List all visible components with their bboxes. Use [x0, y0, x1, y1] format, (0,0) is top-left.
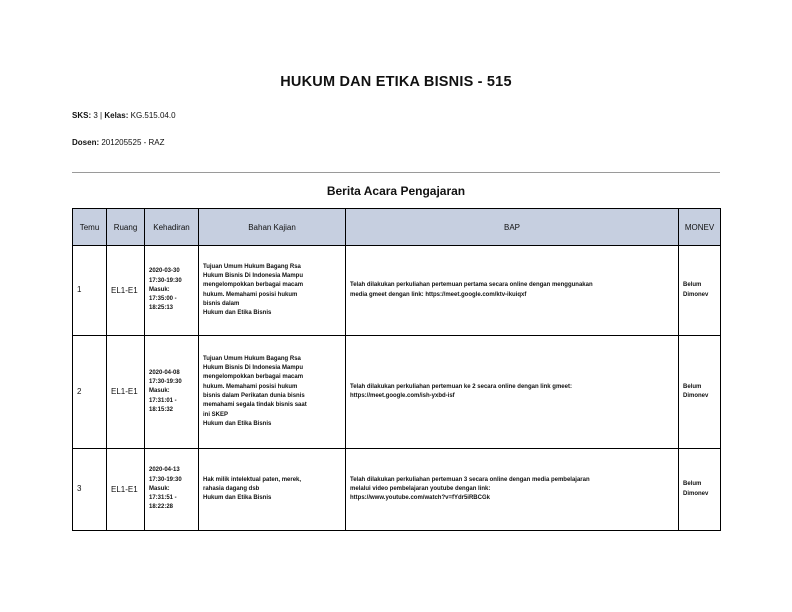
section-title: Berita Acara Pengajaran	[326, 184, 466, 198]
monev-line: Belum	[683, 383, 702, 390]
attendance-out: 18:25:13	[149, 305, 174, 312]
attendance-schedule: 17:30-19:30	[149, 476, 182, 483]
attendance-label: Masuk:	[149, 286, 170, 293]
cell-bahan-kajian	[199, 336, 346, 449]
cell-ruang: EL1-E1	[107, 449, 145, 531]
dosen-label: Dosen:	[72, 138, 100, 147]
meta-separator: |	[100, 111, 103, 120]
table-row	[73, 246, 721, 336]
attendance-date: 2020-03-30	[149, 268, 180, 275]
cell-temu: 2	[73, 336, 107, 449]
attendance-in: 17:31:01 -	[149, 397, 177, 404]
material-line: hukum. Memahami posisi hukum	[203, 383, 298, 390]
attendance-out: 18:22:28	[149, 504, 174, 511]
bap-line: media gmeet dengan link: https://meet.google.com/ktv-ikuiqxf	[350, 291, 527, 298]
cell-monev	[679, 449, 721, 531]
bap-line: Telah dilakukan perkuliahan pertemuan ke 2 secara online dengan link gmeet:	[350, 383, 572, 390]
header-temu: Temu	[73, 209, 107, 246]
material-line: Hukum Bisnis Di Indonesia Mampu	[203, 272, 304, 279]
header-bap: BAP	[346, 209, 679, 246]
bap-line: Telah dilakukan perkuliahan pertemuan pertama secara online dengan menggunakan	[350, 282, 593, 289]
monev-line: Belum	[683, 481, 702, 488]
cell-bap	[346, 336, 679, 449]
cell-monev	[679, 246, 721, 336]
kelas-label: Kelas:	[104, 111, 129, 120]
attendance-in: 17:35:00 -	[149, 296, 177, 303]
cell-bap	[346, 246, 679, 336]
header-ruang: Ruang	[107, 209, 145, 246]
header-kehadiran: Kehadiran	[145, 209, 199, 246]
material-line: memahami segala tindak bisnis saat	[203, 402, 307, 409]
cell-bap	[346, 449, 679, 531]
material-line: hukum. Memahami posisi hukum	[203, 291, 298, 298]
table-row	[73, 449, 721, 531]
cell-kehadiran	[145, 449, 199, 531]
lecturer-meta	[72, 138, 165, 147]
cell-ruang: EL1-E1	[107, 246, 145, 336]
material-line: bisnis dalam	[203, 300, 240, 307]
attendance-schedule: 17:30-19:30	[149, 277, 182, 284]
sks-label: SKS:	[72, 111, 92, 120]
material-line: Hukum dan Etika Bisnis	[203, 495, 272, 502]
monev-line: Dimonev	[683, 393, 709, 399]
monev-line: Dimonev	[683, 490, 709, 497]
header-bahan-kajian: Bahan Kajian	[199, 209, 346, 246]
header-monev: MONEV	[679, 209, 721, 246]
course-meta	[72, 111, 176, 120]
attendance-date: 2020-04-13	[149, 467, 180, 474]
cell-bahan-kajian	[199, 246, 346, 336]
cell-kehadiran	[145, 336, 199, 449]
bap-line: Telah dilakukan perkuliahan pertemuan 3 secara online dengan media pembelajaran	[350, 476, 590, 483]
cell-ruang: EL1-E1	[107, 336, 145, 449]
attendance-in: 17:31:51 -	[149, 495, 177, 502]
dosen-value: 201205525 - RAZ	[101, 138, 165, 147]
attendance-date: 2020-04-08	[149, 369, 180, 376]
bap-line: melalui video pembelajaran youtube dengan link:	[350, 485, 491, 492]
material-line: ini SKEP	[203, 411, 229, 418]
material-line: Tujuan Umum Hukum Bagang Rsa	[203, 355, 301, 362]
bap-line: https://www.youtube.com/watch?v=fYdr5iRBCGk	[350, 495, 490, 502]
kelas-value: KG.515.04.0	[130, 111, 176, 120]
bap-line: https://meet.google.com/ish-yxbd-isf	[350, 393, 455, 399]
attendance-schedule: 17:30-19:30	[149, 379, 182, 386]
bap-table	[72, 208, 721, 531]
material-line: rahasia dagang dsb	[203, 485, 260, 492]
material-line: Hak milik intelektual paten, merek,	[203, 476, 302, 483]
cell-monev	[679, 336, 721, 449]
material-line: Hukum Bisnis Di Indonesia Mampu	[203, 365, 304, 372]
material-line: Tujuan Umum Hukum Bagang Rsa	[203, 263, 301, 270]
cell-temu: 3	[73, 449, 107, 531]
table-row	[73, 336, 721, 449]
material-line: Hukum dan Etika Bisnis	[203, 310, 272, 317]
monev-line: Belum	[683, 282, 702, 289]
sks-value: 3	[93, 111, 98, 120]
monev-line: Dimonev	[683, 291, 709, 298]
material-line: bisnis dalam Perikatan dunia bisnis	[203, 393, 305, 399]
cell-bahan-kajian	[199, 449, 346, 531]
divider	[72, 172, 720, 173]
material-line: Hukum dan Etika Bisnis	[203, 420, 272, 427]
material-line: mengelompokkan berbagai macam	[203, 374, 304, 381]
attendance-label: Masuk:	[149, 388, 170, 395]
cell-temu: 1	[73, 246, 107, 336]
table-header-row	[73, 209, 721, 246]
page-title: HUKUM DAN ETIKA BISNIS - 515	[280, 74, 512, 90]
attendance-label: Masuk:	[149, 485, 170, 492]
attendance-out: 18:15:32	[149, 406, 174, 413]
material-line: mengelompokkan berbagai macam	[203, 282, 304, 289]
cell-kehadiran	[145, 246, 199, 336]
